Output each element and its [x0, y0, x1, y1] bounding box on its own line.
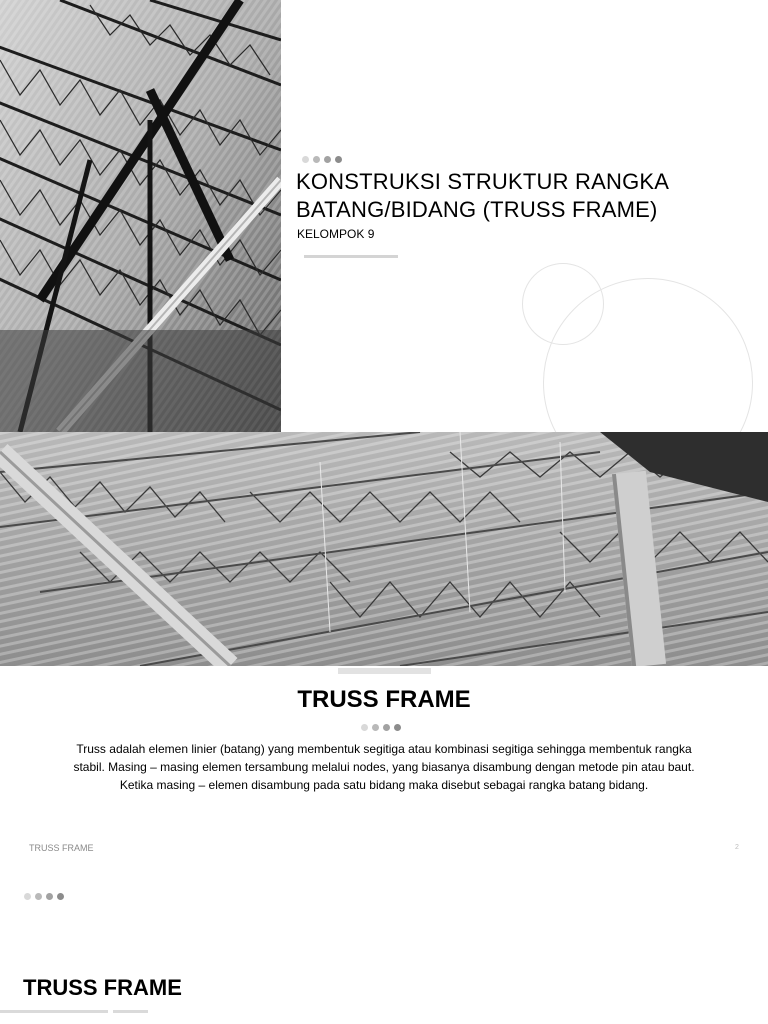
dot-icon	[383, 724, 390, 731]
slide-body-text: Truss adalah elemen linier (batang) yang membentuk segitiga atau kombinasi segitiga sehingga membentuk rangka stabil. Masing – masing elemen tersambung melalui nodes, yang biasanya disambung dengan metode pin atau baut. Ketika masing – elemen disambung pada satu bidang maka disebut sebagai rangka batang bidang.	[73, 742, 695, 792]
dot-icon	[372, 724, 379, 731]
dot-icon	[35, 893, 42, 900]
dot-icon	[24, 893, 31, 900]
dot-icon	[361, 724, 368, 731]
steel-truss-roof-photo	[0, 0, 281, 432]
title-line-1: KONSTRUKSI STRUKTUR RANGKA	[296, 169, 670, 194]
dot-icon	[324, 156, 331, 163]
page-number: 2	[735, 844, 739, 851]
dot-icon	[335, 156, 342, 163]
photo-caption-tab	[338, 668, 431, 674]
dot-icon	[46, 893, 53, 900]
presentation-subtitle: KELOMPOK 9	[297, 227, 375, 241]
slide-title: TRUSS FRAME	[23, 975, 182, 1000]
slide-3	[0, 864, 768, 1024]
slide-title: TRUSS FRAME	[297, 686, 471, 713]
decorative-dots	[361, 724, 401, 731]
title-underline	[304, 255, 398, 258]
steel-roof-deck-photo	[0, 432, 768, 666]
dot-icon	[57, 893, 64, 900]
slide-footer: TRUSS FRAME	[29, 843, 94, 853]
title-underline	[0, 1010, 108, 1013]
slide-1	[0, 0, 768, 432]
decorative-dots	[302, 156, 342, 163]
title-underline-accent	[113, 1010, 148, 1013]
dot-icon	[302, 156, 309, 163]
presentation-title	[296, 168, 736, 224]
title-line-2: BATANG/BIDANG (TRUSS FRAME)	[296, 197, 658, 222]
slide-2	[0, 432, 768, 864]
dot-icon	[394, 724, 401, 731]
decorative-dots	[24, 893, 64, 900]
dot-icon	[313, 156, 320, 163]
